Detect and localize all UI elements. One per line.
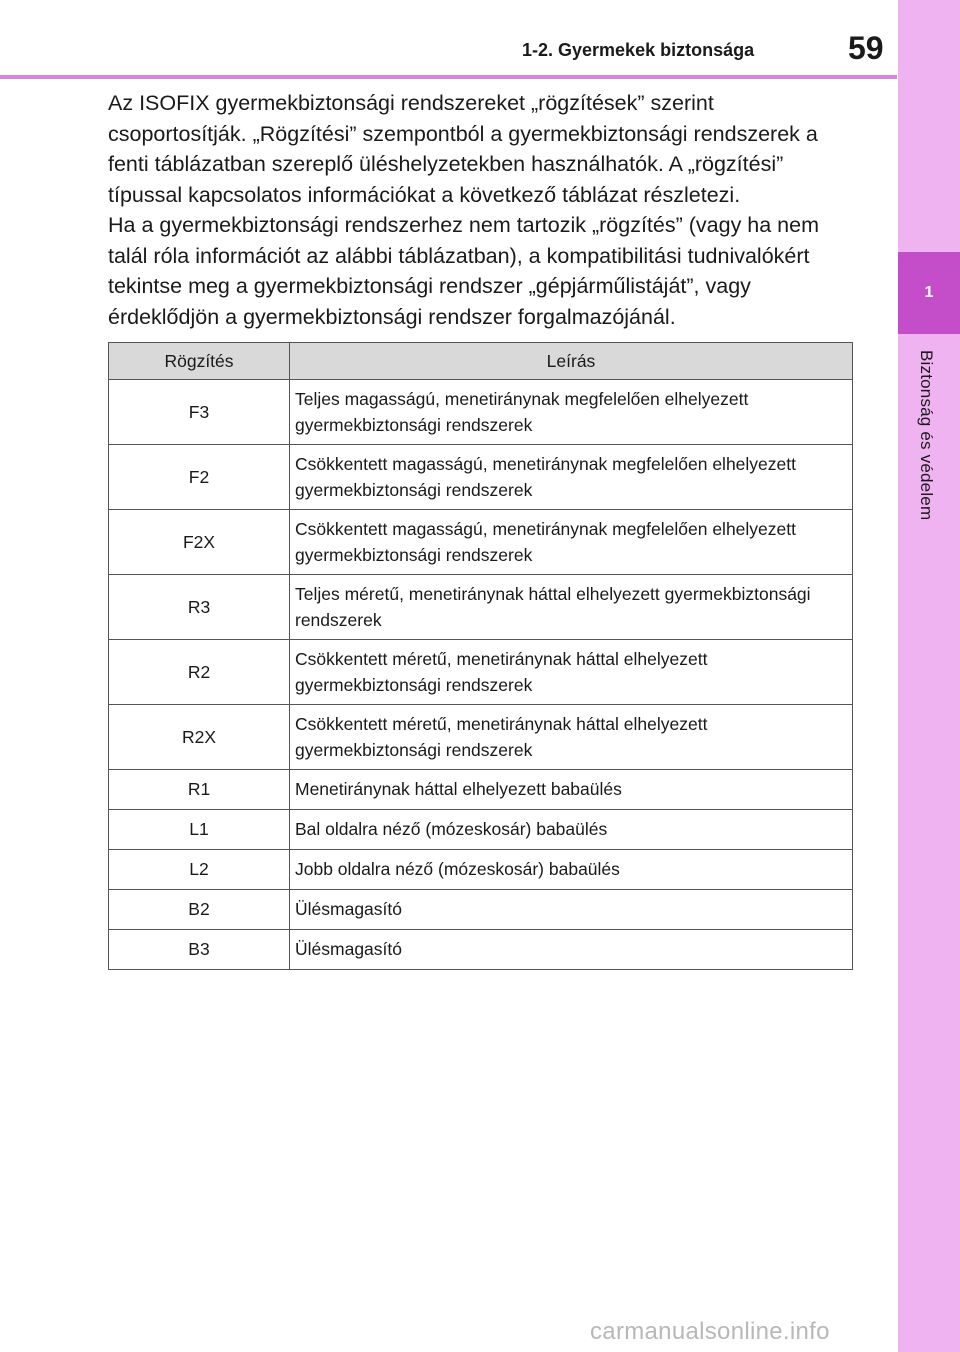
fixation-code: F2: [109, 445, 290, 510]
intro-text: [108, 88, 853, 332]
table-row: [109, 705, 853, 770]
intro-paragraph: Az ISOFIX gyermekbiztonsági rendszereket „rögzítések” szerint csoportosítják. „Rögzítési” szempontból a gyermekbiztonsági rendszerek a fenti táblázatban szereplő üléshelyzetekben használhatók. A „rögzítési” típussal kapcsolatos információkat a következő táblázat részletezi.: [108, 91, 818, 207]
fixation-code: B2: [109, 890, 290, 930]
fixation-code: F2X: [109, 510, 290, 575]
table-row: [109, 640, 853, 705]
fixation-code: R1: [109, 770, 290, 810]
fixation-code: L1: [109, 810, 290, 850]
table-row: [109, 770, 853, 810]
table-row: [109, 380, 853, 445]
chapter-side-tab: [898, 0, 960, 1352]
fixation-description: Csökkentett méretű, menetiránynak háttal elhelyezett gyermekbiztonsági rendszerek: [290, 640, 853, 705]
table-row: [109, 510, 853, 575]
fixation-description: Teljes méretű, menetiránynak háttal elhelyezett gyermekbiztonsági rendszerek: [290, 575, 853, 640]
fixation-code: F3: [109, 380, 290, 445]
watermark: carmanualsonline.info: [590, 1318, 830, 1345]
fixation-description: Csökkentett magasságú, menetiránynak megfelelően elhelyezett gyermekbiztonsági rendszerek: [290, 510, 853, 575]
section-title: 1-2. Gyermekek biztonsága: [522, 40, 755, 60]
fixation-code: R2: [109, 640, 290, 705]
table-row: [109, 890, 853, 930]
chapter-number: 1: [924, 284, 934, 301]
table-row: [109, 445, 853, 510]
fixation-description: Menetiránynak háttal elhelyezett babaülés: [290, 770, 853, 810]
page-number: 59: [848, 30, 884, 66]
fixation-description: Csökkentett méretű, menetiránynak háttal elhelyezett gyermekbiztonsági rendszerek: [290, 705, 853, 770]
table-row: [109, 575, 853, 640]
table-header-row: [109, 343, 853, 380]
fixation-description: Jobb oldalra néző (mózeskosár) babaülés: [290, 850, 853, 890]
fixation-description: Ülésmagasító: [290, 930, 853, 970]
fixation-code: B3: [109, 930, 290, 970]
header-divider: [0, 75, 897, 79]
fixation-description: Csökkentett magasságú, menetiránynak megfelelően elhelyezett gyermekbiztonsági rendszerek: [290, 445, 853, 510]
column-header-description: Leírás: [290, 343, 853, 380]
fixation-code: R3: [109, 575, 290, 640]
fixation-code: L2: [109, 850, 290, 890]
fixation-code: R2X: [109, 705, 290, 770]
fixation-description: Ülésmagasító: [290, 890, 853, 930]
fixation-table: [108, 342, 853, 970]
chapter-label: Biztonság és védelem: [917, 350, 936, 521]
table-row: [109, 930, 853, 970]
table-row: [109, 810, 853, 850]
table-row: [109, 850, 853, 890]
fixation-description: Teljes magasságú, menetiránynak megfelelően elhelyezett gyermekbiztonsági rendszerek: [290, 380, 853, 445]
fixation-description: Bal oldalra néző (mózeskosár) babaülés: [290, 810, 853, 850]
column-header-fixation: Rögzítés: [109, 343, 290, 380]
intro-paragraph: Ha a gyermekbiztonsági rendszerhez nem tartozik „rögzítés” (vagy ha nem talál róla információt az alábbi táblázatban), a kompatibilitási tudnivalókért tekintse meg a gyermekbiztonsági rendszer „gépjárműlistáját”, vagy érdeklődjön a gyermekbiztonsági rendszer forgalmazójánál.: [108, 213, 820, 329]
